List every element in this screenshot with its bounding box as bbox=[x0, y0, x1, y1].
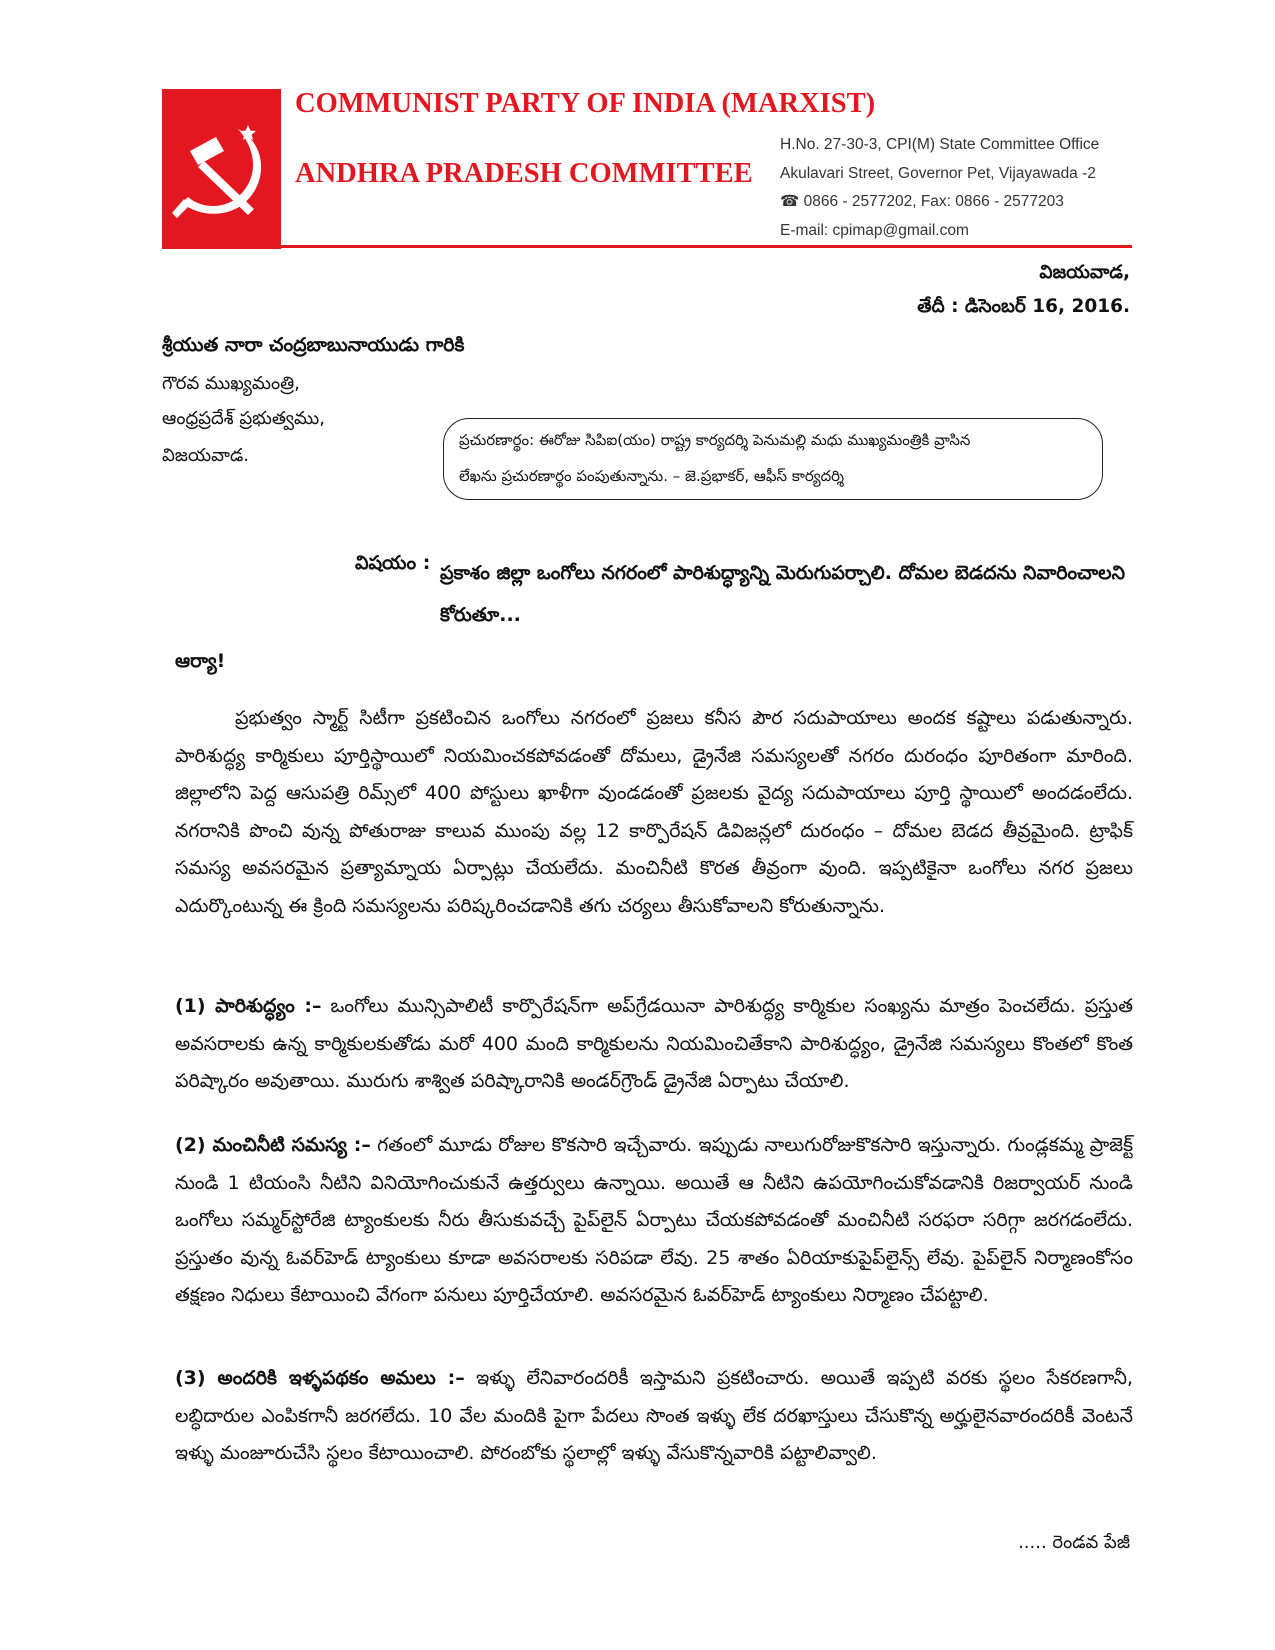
address-line-2: Akulavari Street, Governor Pet, Vijayawada -2 bbox=[780, 164, 1096, 182]
letter-date: తేదీ : డిసెంబర్‌ 16, 2016. bbox=[917, 296, 1130, 317]
address-line-1: H.No. 27-30-3, CPI(M) State Committee Office bbox=[780, 136, 1100, 153]
continuation-note: ..... రెండవ పేజీ bbox=[1018, 1532, 1130, 1553]
point-3 bbox=[175, 1360, 1133, 1473]
point-3-body: ఇళ్ళు లేనివారందరికీ ఇస్తామని ప్రకటించారు. అయితే ఇప్పటి వరకు స్థలం సేకరణగానీ, లబ్ధిదారుల ఎంపికగానీ జరగలేదు. 10 వేల మందికి పైగా పేదలు సొంత ఇళ్ళు లేక దరఖాస్తులు చేసుకొన్న అర్హులైనవారందరికీ వెంటనే ఇళ్ళు మంజూరుచేసి స్థలం కేటాయించాలి. పోరంబోకు స్థలాల్లో ఇళ్ళు వేసుకొన్నవారికి పట్టాలివ్వాలి. bbox=[175, 1367, 1133, 1464]
recipient-title: గౌరవ ముఖ్యమంత్రి, bbox=[162, 373, 300, 394]
subject-text: ప్రకాశం జిల్లా ఒంగోలు నగరంలో పారిశుద్ధ్యాన్ని మెరుగుపర్చాలి. దోమల బెడదను నివారించాలని కోరుతూ... bbox=[440, 562, 1125, 626]
hammer-sickle-icon bbox=[168, 121, 275, 221]
point-2 bbox=[175, 1127, 1133, 1315]
email: E-mail: cpimap@gmail.com bbox=[780, 221, 969, 239]
press-note-box bbox=[443, 418, 1103, 500]
recipient-name: శ్రీయుత నారా చంద్రబాబునాయుడు గారికి bbox=[162, 334, 465, 356]
party-logo bbox=[162, 89, 281, 249]
point-2-body: గతంలో మూడు రోజుల కొకసారి ఇచ్చేవారు. ఇప్పుడు నాలుగురోజుకొకసారి ఇస్తున్నారు. గుండ్లకమ్మ ప్రాజెక్ట్‌ నుండి 1 టియంసి నీటిని వినియోగించుకునే ఉత్తర్వులు ఉన్నాయి. అయితే ఆ నీటిని ఉపయోగించుకోవడానికి రిజర్వాయర్‌ నుండి ఒంగోలు సమ్మర్‌స్టోరేజి ట్యాంకులకు నీరు తీసుకువచ్చే పైప్‌లైన్‌ ఏర్పాటు చేయకపోవడంతో మంచినీటి సరఫరా సరిగ్గా జరగడంలేదు. ప్రస్తుతం వున్న ఓవర్‌హెడ్‌ ట్యాంకులు కూడా అవసరాలకు సరిపడా లేవు. 25 శాతం ఏరియాకుపైప్‌లైన్స్‌ లేవు. పైప్‌లైన్‌ నిర్మాణంకోసం తక్షణం నిధులు కేటాయించి వేగంగా పనులు పూర్తిచేయాలి. అవసరమైన ఓవర్‌హెడ్‌ ట్యాంకులు నిర్మాణం చేపట్టాలి. bbox=[175, 1134, 1133, 1306]
recipient-city: విజయవాడ. bbox=[162, 445, 250, 466]
point-1-body: ఒంగోలు మున్సిపాలిటీ కార్పొరేషన్‌గా అప్‌గ్రేడయినా పారిశుద్ధ్య కార్మికుల సంఖ్యను మాత్రం పెంచలేదు. ప్రస్తుత అవసరాలకు ఉన్న కార్మికులకుతోడు మరో 400 మంది కార్మికులను నియమించితేకాని పారిశుద్ధ్యం, డ్రైనేజి సమస్యలు కొంతలో కొంత పరిష్కారం అవుతాయి. మురుగు శాశ్విత పరిష్కారానికి అండర్‌గ్రౌండ్‌ డ్రైనేజి ఏర్పాటు చేయాలి. bbox=[175, 995, 1133, 1092]
point-2-heading: (2) మంచినీటి సమస్య :– bbox=[175, 1134, 371, 1156]
point-1-heading: (1) పారిశుద్ధ్యం :– bbox=[175, 995, 322, 1017]
point-1 bbox=[175, 988, 1133, 1101]
press-note-line-1: ప్రచురణార్థం: ఈరోజు సిపిఐ(యం) రాష్ట్ర కార్యదర్శి పెనుమల్లి మధు ముఖ్యమంత్రికి వ్రాసిన bbox=[459, 431, 971, 449]
org-name: COMMUNIST PARTY OF INDIA (MARXIST) bbox=[295, 88, 876, 119]
salutation: ఆర్యా! bbox=[175, 650, 226, 672]
committee-name: ANDHRA PRADESH COMMITTEE bbox=[295, 158, 753, 189]
press-note-line-2: లేఖను ప్రచురణార్థం పంపుతున్నాను. – జె.ప్రభాకర్‌, ఆఫీస్‌ కార్యదర్శి bbox=[459, 467, 845, 485]
recipient-office: ఆంధ్రప్రదేశ్‌ ప్రభుత్వము, bbox=[162, 408, 326, 429]
phone-fax: ☎ 0866 - 2577202, Fax: 0866 - 2577203 bbox=[780, 193, 1064, 210]
contact-block bbox=[780, 131, 1099, 245]
intro-text: ప్రభుత్వం స్మార్ట్‌ సిటీగా ప్రకటించిన ఒంగోలు నగరంలో ప్రజలు కనీస పౌర సదుపాయాలు అందక కష్టాలు పడుతున్నారు. పారిశుద్ధ్య కార్మికులు పూర్తిస్థాయిలో నియమించకపోవడంతో దోమలు, డ్రైనేజి సమస్యలతో నగరం దురంధం పూరితంగా మారింది. జిల్లాలోని పెద్ద ఆసుపత్రి రిమ్స్‌లో 400 పోస్టులు ఖాళీగా వుండడంతో ప్రజలకు వైద్య సదుపాయాలు పూర్తి స్థాయిలో అందడంలేదు. నగరానికి పొంచి వున్న పోతురాజు కాలువ ముంపు వల్ల 12 కార్పొరేషన్‌ డివిజన్లలో దురంధం – దోమల బెడద తీవ్రమైంది. ట్రాఫిక్‌ సమస్య అవసరమైన ప్రత్యామ్నాయ ఏర్పాట్లు చేయలేదు. మంచినీటి కొరత తీవ్రంగా వుంది. ఇప్పటికైనా ఒంగోలు నగర ప్రజలు ఎదుర్కొంటున్న ఈ క్రింది సమస్యలను పరిష్కరించడానికి తగు చర్యలు తీసుకోవాలని కోరుతున్నాను. bbox=[175, 707, 1133, 917]
intro-paragraph bbox=[175, 700, 1133, 925]
letter-place: విజయవాడ, bbox=[1039, 262, 1130, 283]
subject-label: విషయం : bbox=[355, 552, 431, 574]
point-3-heading: (3) అందరికి ఇళ్ళపథకం అమలు :– bbox=[175, 1367, 465, 1389]
header-divider bbox=[162, 245, 1132, 248]
